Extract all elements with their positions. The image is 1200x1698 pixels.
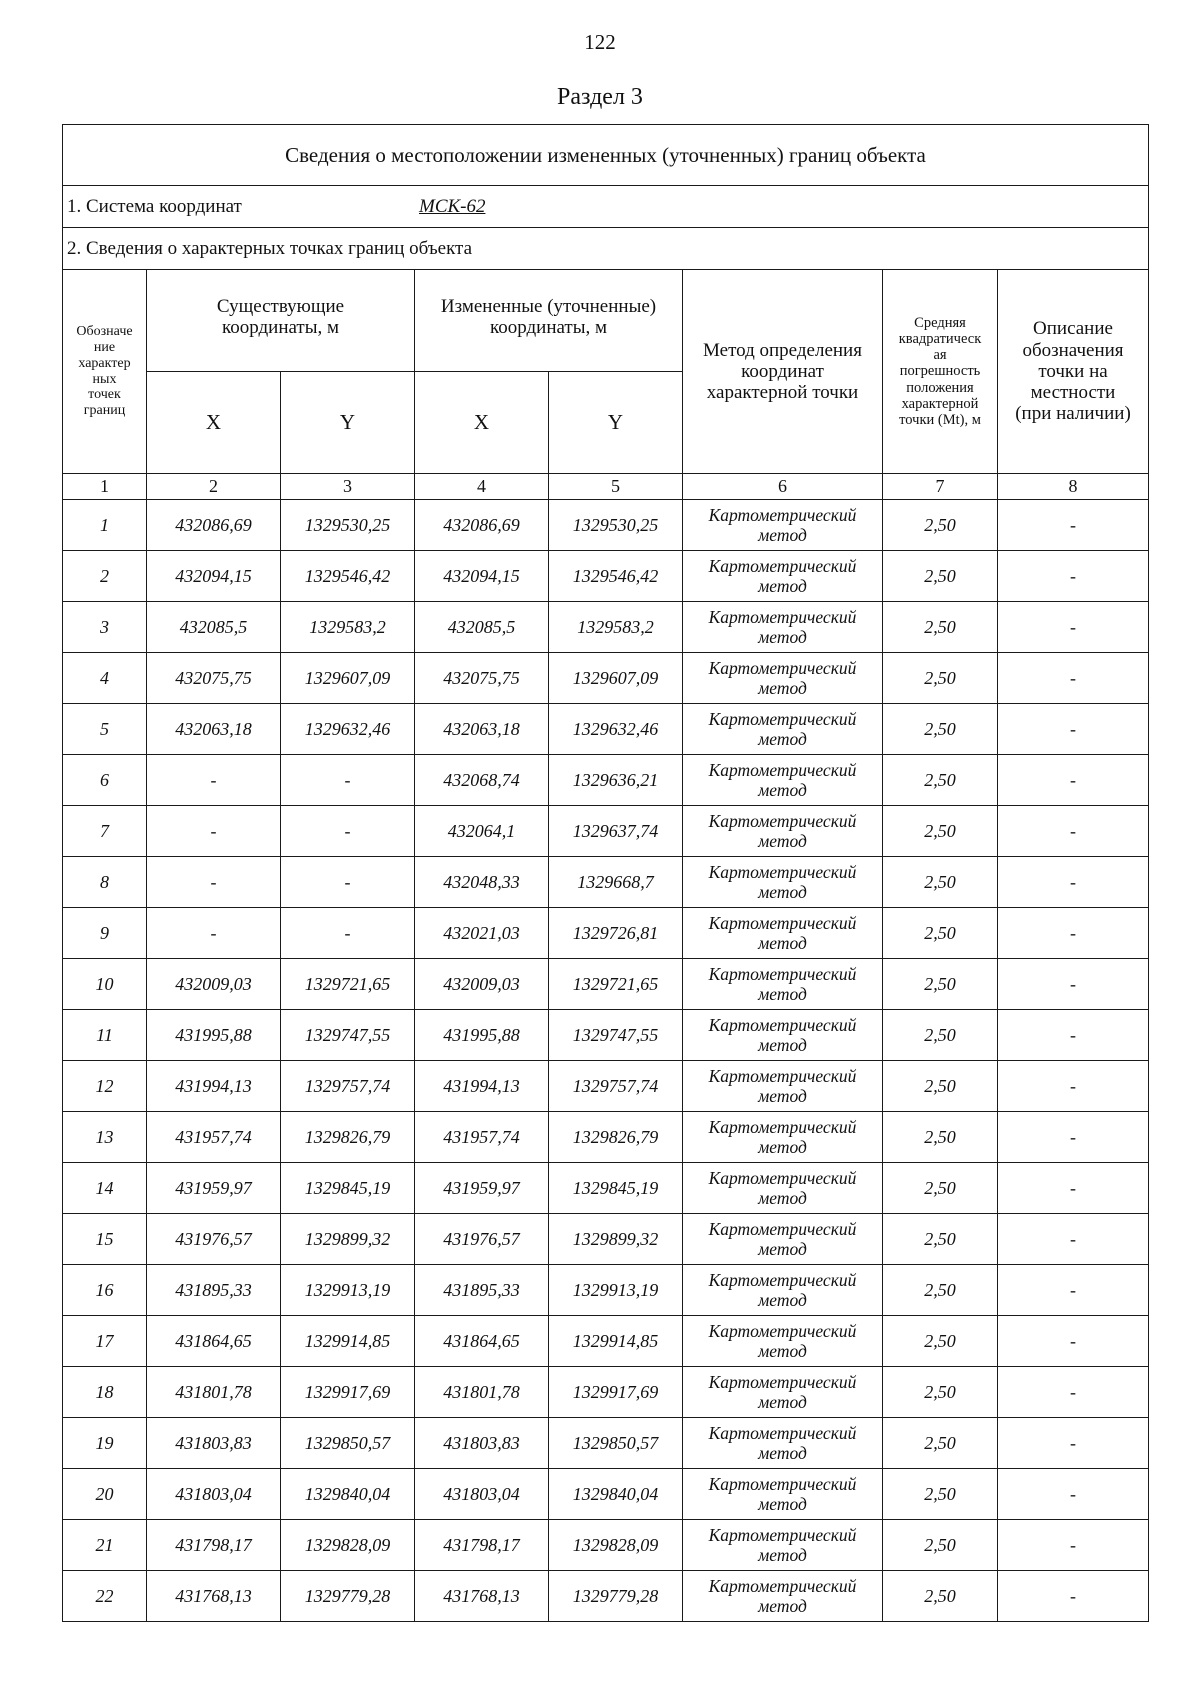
cell-existing-x: 432094,15 [147,551,281,602]
table-row [63,1112,1149,1163]
method-line2: метод [758,1596,807,1616]
cell-changed-x: 431864,65 [415,1316,549,1367]
cell-existing-x: 432009,03 [147,959,281,1010]
cell-existing-x: - [147,857,281,908]
cell-point-number: 4 [63,653,147,704]
cell-changed-x: 432075,75 [415,653,549,704]
cell-description: - [998,1112,1149,1163]
cell-description: - [998,959,1149,1010]
method-line1: Картометрический [708,1422,857,1443]
cell-changed-y: 1329632,46 [549,704,683,755]
method-line2: метод [758,1137,807,1157]
cell-changed-x: 432068,74 [415,755,549,806]
method-line2: метод [758,1086,807,1106]
table-row [63,806,1149,857]
method-line2: метод [758,1035,807,1055]
cell-changed-y: 1329668,7 [549,857,683,908]
cell-changed-x: 432064,1 [415,806,549,857]
cell-method [683,959,883,1010]
cell-existing-y: 1329914,85 [281,1316,415,1367]
cell-existing-x: 431768,13 [147,1571,281,1622]
cell-existing-y: 1329840,04 [281,1469,415,1520]
method-line1: Картометрический [708,759,857,780]
cell-changed-y: 1329747,55 [549,1010,683,1061]
cell-existing-y: 1329530,25 [281,500,415,551]
cell-existing-y: 1329632,46 [281,704,415,755]
method-line1: Картометрический [708,963,857,984]
cell-method [683,653,883,704]
cell-existing-x: 431994,13 [147,1061,281,1112]
method-line1: Картометрический [708,1269,857,1290]
cell-method [683,1214,883,1265]
cell-changed-x: 431994,13 [415,1061,549,1112]
cell-mse: 2,50 [883,653,998,704]
cell-point-number: 19 [63,1418,147,1469]
method-line2: метод [758,1545,807,1565]
cell-method [683,1520,883,1571]
cell-changed-x: 431803,04 [415,1469,549,1520]
method-line1: Картометрический [708,1575,857,1596]
header-existing-y: Y [281,372,415,474]
cell-mse: 2,50 [883,1214,998,1265]
cell-description: - [998,1520,1149,1571]
cell-existing-y: - [281,755,415,806]
table-row [63,908,1149,959]
cell-description: - [998,1061,1149,1112]
cell-existing-y: 1329779,28 [281,1571,415,1622]
table-row [63,1469,1149,1520]
cell-point-number: 21 [63,1520,147,1571]
method-line2: метод [758,780,807,800]
cell-existing-x: 432086,69 [147,500,281,551]
cell-existing-y: 1329850,57 [281,1418,415,1469]
method-line1: Картометрический [708,1218,857,1239]
cell-existing-y: 1329583,2 [281,602,415,653]
cell-mse: 2,50 [883,1316,998,1367]
header-changed-coords: Измененные (уточненные) координаты, м [415,270,683,372]
cell-point-number: 13 [63,1112,147,1163]
cell-changed-x: 431976,57 [415,1214,549,1265]
cell-existing-y: 1329747,55 [281,1010,415,1061]
column-number: 6 [683,474,883,500]
method-line1: Картометрический [708,1014,857,1035]
table-row [63,755,1149,806]
method-line2: метод [758,678,807,698]
cell-existing-x: 431803,83 [147,1418,281,1469]
table-row [63,602,1149,653]
cell-method [683,857,883,908]
cell-changed-x: 431801,78 [415,1367,549,1418]
table-row [63,1214,1149,1265]
method-line2: метод [758,1341,807,1361]
coord-system-label: 1. Система координат [67,195,242,217]
cell-method [683,1112,883,1163]
cell-method [683,908,883,959]
cell-existing-y: 1329826,79 [281,1112,415,1163]
cell-description: - [998,1265,1149,1316]
method-line1: Картометрический [708,657,857,678]
cell-point-number: 16 [63,1265,147,1316]
cell-point-number: 17 [63,1316,147,1367]
cell-point-number: 8 [63,857,147,908]
method-line1: Картометрический [708,1524,857,1545]
cell-mse: 2,50 [883,908,998,959]
method-line2: метод [758,1290,807,1310]
method-line1: Картометрический [708,1371,857,1392]
method-line2: метод [758,1392,807,1412]
table-row [63,1010,1149,1061]
cell-point-number: 11 [63,1010,147,1061]
cell-method [683,1571,883,1622]
method-line1: Картометрический [708,912,857,933]
cell-description: - [998,908,1149,959]
cell-description: - [998,551,1149,602]
cell-description: - [998,1010,1149,1061]
cell-point-number: 18 [63,1367,147,1418]
cell-method [683,551,883,602]
method-line2: метод [758,831,807,851]
cell-mse: 2,50 [883,1418,998,1469]
coord-system-row [63,186,1149,228]
cell-changed-y: 1329546,42 [549,551,683,602]
cell-changed-y: 1329636,21 [549,755,683,806]
cell-mse: 2,50 [883,1112,998,1163]
cell-existing-x: - [147,908,281,959]
table-row [63,1418,1149,1469]
method-line1: Картометрический [708,810,857,831]
cell-existing-x: 431959,97 [147,1163,281,1214]
points-section-label: 2. Сведения о характерных точках границ объекта [63,228,1149,270]
cell-existing-x: - [147,755,281,806]
method-line2: метод [758,882,807,902]
cell-changed-x: 432063,18 [415,704,549,755]
cell-changed-y: 1329779,28 [549,1571,683,1622]
section-title: Раздел 3 [557,84,643,110]
cell-mse: 2,50 [883,755,998,806]
cell-description: - [998,1367,1149,1418]
method-line2: метод [758,1494,807,1514]
method-line1: Картометрический [708,1473,857,1494]
method-line2: метод [758,933,807,953]
cell-mse: 2,50 [883,704,998,755]
cell-existing-y: 1329757,74 [281,1061,415,1112]
cell-mse: 2,50 [883,806,998,857]
cell-point-number: 10 [63,959,147,1010]
cell-existing-y: 1329899,32 [281,1214,415,1265]
table-row [63,857,1149,908]
table-row [63,1316,1149,1367]
cell-changed-x: 431995,88 [415,1010,549,1061]
header-existing-x: X [147,372,281,474]
cell-existing-y: 1329845,19 [281,1163,415,1214]
cell-mse: 2,50 [883,551,998,602]
cell-changed-y: 1329840,04 [549,1469,683,1520]
cell-mse: 2,50 [883,1265,998,1316]
cell-point-number: 20 [63,1469,147,1520]
header-changed-y: Y [549,372,683,474]
cell-changed-x: 432085,5 [415,602,549,653]
column-number: 8 [998,474,1149,500]
cell-existing-x: 431798,17 [147,1520,281,1571]
table-row [63,500,1149,551]
cell-existing-x: 432063,18 [147,704,281,755]
table-row [63,1061,1149,1112]
column-numbers-row [63,474,1149,500]
cell-method [683,1316,883,1367]
cell-existing-y: 1329913,19 [281,1265,415,1316]
method-line1: Картометрический [708,1167,857,1188]
cell-description: - [998,755,1149,806]
table-row [63,1265,1149,1316]
cell-description: - [998,1418,1149,1469]
method-line1: Картометрический [708,861,857,882]
cell-point-number: 12 [63,1061,147,1112]
cell-mse: 2,50 [883,959,998,1010]
cell-changed-y: 1329757,74 [549,1061,683,1112]
method-line2: метод [758,729,807,749]
cell-changed-y: 1329826,79 [549,1112,683,1163]
cell-existing-x: 431895,33 [147,1265,281,1316]
method-line1: Картометрический [708,708,857,729]
method-line1: Картометрический [708,555,857,576]
cell-method [683,1163,883,1214]
coord-system-value: МСК-62 [419,195,486,217]
cell-mse: 2,50 [883,1571,998,1622]
cell-existing-x: 431801,78 [147,1367,281,1418]
cell-existing-y: 1329917,69 [281,1367,415,1418]
table-row [63,1163,1149,1214]
cell-description: - [998,602,1149,653]
cell-changed-x: 431803,83 [415,1418,549,1469]
column-number: 7 [883,474,998,500]
method-line2: метод [758,627,807,647]
header-description: Описание обозначения точки на местности (при наличии) [998,270,1149,474]
cell-existing-x: 431957,74 [147,1112,281,1163]
method-line1: Картометрический [708,1320,857,1341]
method-line1: Картометрический [708,1065,857,1086]
header-changed-x: X [415,372,549,474]
cell-existing-y: 1329721,65 [281,959,415,1010]
cell-existing-y: 1329828,09 [281,1520,415,1571]
method-line2: метод [758,984,807,1004]
cell-description: - [998,1214,1149,1265]
cell-mse: 2,50 [883,857,998,908]
column-number: 4 [415,474,549,500]
cell-mse: 2,50 [883,602,998,653]
cell-changed-y: 1329917,69 [549,1367,683,1418]
cell-existing-y: - [281,806,415,857]
table-row [63,1520,1149,1571]
method-line2: метод [758,576,807,596]
cell-method [683,1418,883,1469]
cell-changed-x: 432021,03 [415,908,549,959]
cell-changed-y: 1329530,25 [549,500,683,551]
cell-mse: 2,50 [883,1520,998,1571]
cell-point-number: 9 [63,908,147,959]
cell-method [683,602,883,653]
cell-method [683,755,883,806]
cell-changed-y: 1329828,09 [549,1520,683,1571]
cell-existing-y: 1329607,09 [281,653,415,704]
cell-description: - [998,1316,1149,1367]
method-line1: Картометрический [708,1116,857,1137]
method-line2: метод [758,1239,807,1259]
table-title: Сведения о местоположении измененных (уточненных) границ объекта [63,125,1149,186]
header-point-designation: Обозначе ние характер ных точек границ [63,270,147,474]
cell-description: - [998,1163,1149,1214]
cell-mse: 2,50 [883,1163,998,1214]
cell-existing-y: - [281,857,415,908]
method-line2: метод [758,1188,807,1208]
cell-point-number: 6 [63,755,147,806]
page-number: 122 [584,30,616,54]
header-mse: Средняя квадратическ ая погрешность положения характерной точки (Mt), м [883,270,998,474]
cell-changed-x: 432048,33 [415,857,549,908]
cell-description: - [998,653,1149,704]
cell-mse: 2,50 [883,1469,998,1520]
cell-changed-y: 1329726,81 [549,908,683,959]
cell-changed-x: 431895,33 [415,1265,549,1316]
cell-changed-y: 1329913,19 [549,1265,683,1316]
column-number: 2 [147,474,281,500]
method-line2: метод [758,525,807,545]
cell-method [683,1469,883,1520]
column-number: 1 [63,474,147,500]
table-row [63,1367,1149,1418]
cell-changed-y: 1329607,09 [549,653,683,704]
cell-description: - [998,500,1149,551]
cell-existing-x: - [147,806,281,857]
cell-point-number: 2 [63,551,147,602]
column-number: 3 [281,474,415,500]
cell-point-number: 22 [63,1571,147,1622]
cell-existing-x: 431803,04 [147,1469,281,1520]
cell-mse: 2,50 [883,1367,998,1418]
table-row [63,704,1149,755]
cell-mse: 2,50 [883,500,998,551]
cell-point-number: 14 [63,1163,147,1214]
cell-point-number: 5 [63,704,147,755]
cell-existing-y: 1329546,42 [281,551,415,602]
cell-changed-y: 1329845,19 [549,1163,683,1214]
cell-point-number: 7 [63,806,147,857]
cell-point-number: 1 [63,500,147,551]
method-line1: Картометрический [708,504,857,525]
column-number: 5 [549,474,683,500]
table-row [63,959,1149,1010]
cell-description: - [998,806,1149,857]
cell-changed-y: 1329899,32 [549,1214,683,1265]
cell-mse: 2,50 [883,1061,998,1112]
cell-changed-y: 1329850,57 [549,1418,683,1469]
cell-changed-x: 431768,13 [415,1571,549,1622]
cell-description: - [998,1571,1149,1622]
cell-changed-x: 431957,74 [415,1112,549,1163]
cell-changed-x: 431959,97 [415,1163,549,1214]
cell-changed-x: 432086,69 [415,500,549,551]
cell-existing-x: 431864,65 [147,1316,281,1367]
cell-method [683,1061,883,1112]
cell-existing-y: - [281,908,415,959]
boundary-points-table [62,124,1149,1622]
cell-description: - [998,704,1149,755]
cell-method [683,1367,883,1418]
cell-existing-x: 432085,5 [147,602,281,653]
cell-changed-y: 1329637,74 [549,806,683,857]
method-line1: Картометрический [708,606,857,627]
cell-changed-y: 1329721,65 [549,959,683,1010]
cell-description: - [998,1469,1149,1520]
cell-changed-x: 432009,03 [415,959,549,1010]
cell-method [683,1010,883,1061]
table-row [63,653,1149,704]
cell-method [683,704,883,755]
cell-changed-y: 1329914,85 [549,1316,683,1367]
cell-existing-x: 432075,75 [147,653,281,704]
method-line2: метод [758,1443,807,1463]
cell-method [683,806,883,857]
header-method: Метод определения координат характерной точки [683,270,883,474]
cell-changed-y: 1329583,2 [549,602,683,653]
cell-mse: 2,50 [883,1010,998,1061]
cell-description: - [998,857,1149,908]
cell-existing-x: 431976,57 [147,1214,281,1265]
header-existing-coords: Существующие координаты, м [147,270,415,372]
cell-point-number: 3 [63,602,147,653]
cell-existing-x: 431995,88 [147,1010,281,1061]
table-row [63,551,1149,602]
cell-method [683,1265,883,1316]
cell-method [683,500,883,551]
cell-changed-x: 431798,17 [415,1520,549,1571]
cell-changed-x: 432094,15 [415,551,549,602]
table-row [63,1571,1149,1622]
cell-point-number: 15 [63,1214,147,1265]
